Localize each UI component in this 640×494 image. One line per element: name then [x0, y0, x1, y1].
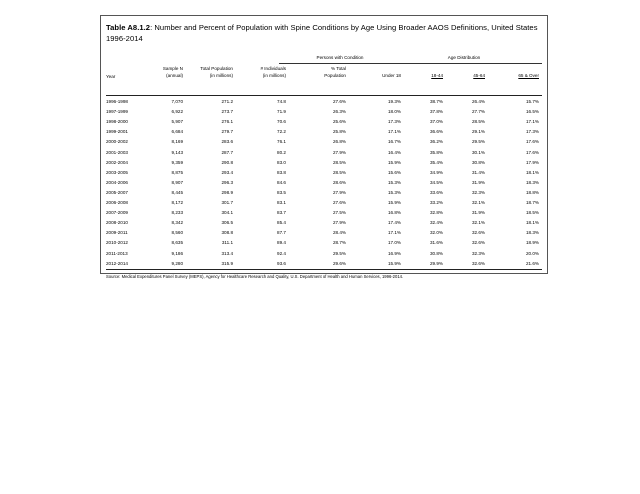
group-persons-underline [279, 63, 401, 64]
header-individuals: # Individuals [260, 66, 286, 71]
cell-18-44: 31.6% [429, 240, 443, 246]
cell-65-over: 17.6% [525, 139, 539, 145]
cell-18-44: 32.0% [429, 230, 443, 236]
cell-individuals: 83.1 [277, 200, 286, 205]
table-number: Table A8.1.2 [106, 23, 151, 32]
cell-65-over: 18.5% [525, 210, 539, 216]
cell-pct-total: 26.3% [332, 109, 346, 115]
cell-individuals: 70.6 [277, 119, 286, 125]
cell-65-over: 17.6% [525, 149, 539, 155]
table-row [101, 188, 547, 199]
cell-65-over: 16.5% [525, 109, 539, 115]
table-row [101, 97, 547, 108]
cell-65-over: 17.3% [525, 129, 539, 135]
cell-total-pop: 283.6 [221, 139, 233, 145]
cell-total-pop: 293.4 [221, 169, 233, 175]
cell-45-64: 32.6% [471, 260, 485, 266]
cell-45-64: 32.3% [471, 189, 485, 195]
header-45-64: 45-64 [473, 73, 485, 78]
table-row [101, 137, 547, 148]
table-row [101, 158, 547, 169]
cell-pct-total: 27.5% [332, 210, 346, 216]
cell-65-over: 21.6% [525, 260, 539, 266]
cell-under-18: 19.3% [387, 99, 401, 104]
cell-year: 1997-1999 [106, 109, 128, 115]
header-year: Year [106, 74, 116, 79]
table-row [101, 127, 547, 138]
cell-18-44: 37.8% [429, 109, 443, 115]
cell-sample-n: 8,635 [171, 240, 183, 246]
cell-45-64: 31.9% [471, 179, 485, 185]
cell-individuals: 92.4 [277, 250, 286, 256]
cell-individuals: 85.4 [277, 220, 286, 226]
cell-under-18: 15.6% [387, 169, 401, 175]
cell-year: 1996-1998 [106, 99, 128, 104]
cell-65-over: 18.8% [525, 189, 539, 195]
cell-under-18: 17.1% [387, 129, 401, 135]
cell-pct-total: 28.5% [332, 159, 346, 165]
cell-under-18: 15.9% [387, 200, 401, 205]
table-row [101, 168, 547, 179]
cell-under-18: 16.7% [387, 139, 401, 145]
column-group-row [101, 54, 547, 64]
cell-total-pop: 296.3 [221, 179, 233, 185]
cell-individuals: 80.2 [277, 149, 286, 155]
cell-45-64: 31.9% [471, 210, 485, 216]
cell-18-44: 29.9% [429, 260, 443, 266]
cell-total-pop: 276.1 [221, 119, 233, 125]
cell-45-64: 29.1% [471, 129, 485, 135]
cell-65-over: 20.0% [525, 250, 539, 256]
cell-individuals: 83.7 [277, 210, 286, 216]
cell-pct-total: 29.6% [332, 260, 346, 266]
cell-individuals: 76.1 [277, 139, 286, 145]
cell-65-over: 18.7% [525, 200, 539, 205]
cell-total-pop: 315.9 [221, 260, 233, 266]
cell-pct-total: 28.4% [332, 230, 346, 236]
table-row [101, 238, 547, 249]
cell-65-over: 17.9% [525, 159, 539, 165]
cell-sample-n: 6,684 [171, 129, 183, 135]
cell-sample-n: 8,172 [171, 200, 183, 205]
table-row [101, 198, 547, 209]
cell-18-44: 30.8% [429, 250, 443, 256]
cell-year: 2007-2009 [106, 210, 128, 216]
header-total-population-unit: (in millions) [209, 73, 233, 78]
header-rule [106, 95, 542, 96]
cell-18-44: 34.5% [429, 179, 443, 185]
cell-year: 2008-2010 [106, 220, 128, 226]
cell-year: 2000-2002 [106, 139, 128, 145]
cell-under-18: 15.3% [387, 179, 401, 185]
header-sample-n: Sample N [162, 66, 183, 71]
cell-45-64: 32.3% [471, 250, 485, 256]
cell-sample-n: 8,445 [171, 189, 183, 195]
cell-under-18: 15.9% [387, 260, 401, 266]
cell-18-44: 36.6% [429, 129, 443, 135]
cell-total-pop: 287.7 [221, 149, 233, 155]
cell-45-64: 32.6% [471, 230, 485, 236]
cell-total-pop: 308.8 [221, 230, 233, 236]
cell-year: 2003-2005 [106, 169, 128, 175]
cell-year: 2010-2012 [106, 240, 128, 246]
cell-year: 2006-2008 [106, 200, 128, 205]
group-persons-with-condition: Persons with Condition [316, 55, 364, 60]
cell-45-64: 27.7% [471, 109, 485, 115]
table-title-text: : Number and Percent of Population with Spine Conditions by Age Using Broader AAOS Definitions, United States 1996-2014 [106, 23, 538, 43]
cell-18-44: 33.2% [429, 200, 443, 205]
cell-sample-n: 9,143 [171, 149, 183, 155]
cell-total-pop: 311.1 [221, 240, 233, 246]
bottom-rule [106, 269, 542, 270]
cell-individuals: 83.5 [277, 189, 286, 195]
cell-individuals: 72.2 [277, 129, 286, 135]
cell-65-over: 15.7% [525, 99, 539, 104]
cell-45-64: 32.1% [471, 220, 485, 226]
cell-45-64: 29.5% [471, 139, 485, 145]
cell-under-18: 16.8% [387, 210, 401, 216]
header-pct-population: Population [324, 73, 346, 78]
cell-year: 2001-2003 [106, 149, 128, 155]
cell-year: 1999-2001 [106, 129, 128, 135]
cell-individuals: 87.7 [277, 230, 286, 236]
cell-45-64: 32.6% [471, 240, 485, 246]
header-pct-total: % Total [331, 66, 346, 71]
cell-sample-n: 8,875 [171, 169, 183, 175]
source-note: Source: Medical Expenditures Panel Survey (MEPS), Agency for Healthcare Research and Quality, U.S. Department of Health and Human Services, 1996-2014. [106, 274, 404, 279]
header-individuals-unit: (in millions) [262, 73, 286, 78]
cell-pct-total: 27.9% [332, 149, 346, 155]
cell-sample-n: 9,280 [171, 260, 183, 266]
table-title [106, 22, 544, 44]
table-row [101, 208, 547, 219]
cell-individuals: 83.0 [277, 159, 286, 165]
cell-year: 1998-2000 [106, 119, 128, 125]
cell-sample-n: 6,922 [171, 109, 183, 115]
cell-under-18: 18.0% [387, 109, 401, 115]
cell-individuals: 93.6 [277, 260, 286, 266]
cell-18-44: 37.0% [429, 119, 443, 125]
cell-total-pop: 306.5 [221, 220, 233, 226]
cell-45-64: 26.4% [471, 99, 485, 104]
cell-sample-n: 8,342 [171, 220, 183, 226]
cell-individuals: 71.9 [277, 109, 286, 115]
cell-total-pop: 298.9 [221, 189, 233, 195]
table-row [101, 218, 547, 229]
cell-total-pop: 290.8 [221, 159, 233, 165]
cell-65-over: 18.9% [525, 240, 539, 246]
cell-45-64: 28.5% [471, 119, 485, 125]
cell-under-18: 16.4% [387, 149, 401, 155]
cell-total-pop: 301.7 [221, 200, 233, 205]
cell-18-44: 35.4% [429, 159, 443, 165]
cell-pct-total: 27.9% [332, 220, 346, 226]
group-age-distribution: Age Distribution [447, 55, 481, 60]
table-row [101, 259, 547, 270]
cell-total-pop: 304.1 [221, 210, 233, 216]
header-total-population: Total Population [200, 66, 233, 71]
cell-sample-n: 9,186 [171, 250, 183, 256]
cell-year: 2002-2004 [106, 159, 128, 165]
column-headers [101, 66, 547, 84]
cell-pct-total: 27.9% [332, 189, 346, 195]
cell-under-18: 17.0% [387, 240, 401, 246]
cell-45-64: 30.1% [471, 149, 485, 155]
cell-18-44: 35.8% [429, 149, 443, 155]
cell-under-18: 15.9% [387, 159, 401, 165]
header-18-44: 18-44 [431, 73, 443, 78]
cell-pct-total: 25.8% [332, 129, 346, 135]
cell-pct-total: 28.7% [332, 240, 346, 246]
cell-pct-total: 28.6% [332, 179, 346, 185]
cell-under-18: 15.3% [387, 189, 401, 195]
cell-sample-n: 8,907 [171, 179, 183, 185]
header-under-18: Under 18 [382, 73, 401, 78]
cell-18-44: 34.9% [429, 169, 443, 175]
cell-total-pop: 271.2 [221, 99, 233, 104]
cell-65-over: 17.1% [525, 119, 539, 125]
header-sample-annual: (annual) [166, 73, 183, 78]
cell-pct-total: 25.6% [332, 119, 346, 125]
cell-under-18: 17.1% [387, 230, 401, 236]
header-65-over: 65 & Over [518, 73, 539, 78]
cell-18-44: 32.4% [429, 220, 443, 226]
cell-under-18: 17.3% [387, 119, 401, 125]
cell-pct-total: 28.5% [332, 169, 346, 175]
cell-under-18: 16.9% [387, 250, 401, 256]
table-row [101, 249, 547, 260]
cell-18-44: 38.7% [429, 99, 443, 104]
cell-18-44: 32.8% [429, 210, 443, 216]
cell-total-pop: 273.7 [221, 109, 233, 115]
cell-18-44: 36.2% [429, 139, 443, 145]
cell-65-over: 18.1% [525, 220, 539, 226]
table-row [101, 148, 547, 159]
cell-pct-total: 26.8% [332, 139, 346, 145]
cell-sample-n: 8,233 [171, 210, 183, 216]
cell-individuals: 83.8 [277, 169, 286, 175]
cell-65-over: 18.3% [525, 179, 539, 185]
cell-sample-n: 8,560 [171, 230, 183, 236]
table-row [101, 107, 547, 118]
cell-total-pop: 279.7 [221, 129, 233, 135]
cell-65-over: 18.1% [525, 169, 539, 175]
table-row [101, 117, 547, 128]
cell-individuals: 89.4 [277, 240, 286, 246]
cell-65-over: 18.3% [525, 230, 539, 236]
table-frame [100, 15, 548, 279]
cell-year: 2009-2011 [106, 230, 128, 236]
cell-year: 2012-2014 [106, 260, 128, 266]
cell-pct-total: 27.6% [332, 200, 346, 205]
cell-individuals: 74.8 [277, 99, 286, 104]
cell-total-pop: 313.4 [221, 250, 233, 256]
cell-sample-n: 5,907 [171, 119, 183, 125]
table-row [101, 178, 547, 189]
cell-sample-n: 9,359 [171, 159, 183, 165]
group-age-underline [386, 63, 542, 64]
table-row [101, 228, 547, 239]
cell-sample-n: 7,070 [171, 99, 183, 104]
cell-45-64: 32.1% [471, 200, 485, 205]
cell-year: 2004-2006 [106, 179, 128, 185]
cell-under-18: 17.4% [387, 220, 401, 226]
cell-year: 2005-2007 [106, 189, 128, 195]
cell-year: 2011-2013 [106, 250, 128, 256]
cell-pct-total: 27.6% [332, 99, 346, 104]
cell-individuals: 84.6 [277, 179, 286, 185]
cell-18-44: 33.6% [429, 189, 443, 195]
cell-sample-n: 8,169 [171, 139, 183, 145]
cell-45-64: 30.8% [471, 159, 485, 165]
cell-pct-total: 29.5% [332, 250, 346, 256]
cell-45-64: 31.4% [471, 169, 485, 175]
